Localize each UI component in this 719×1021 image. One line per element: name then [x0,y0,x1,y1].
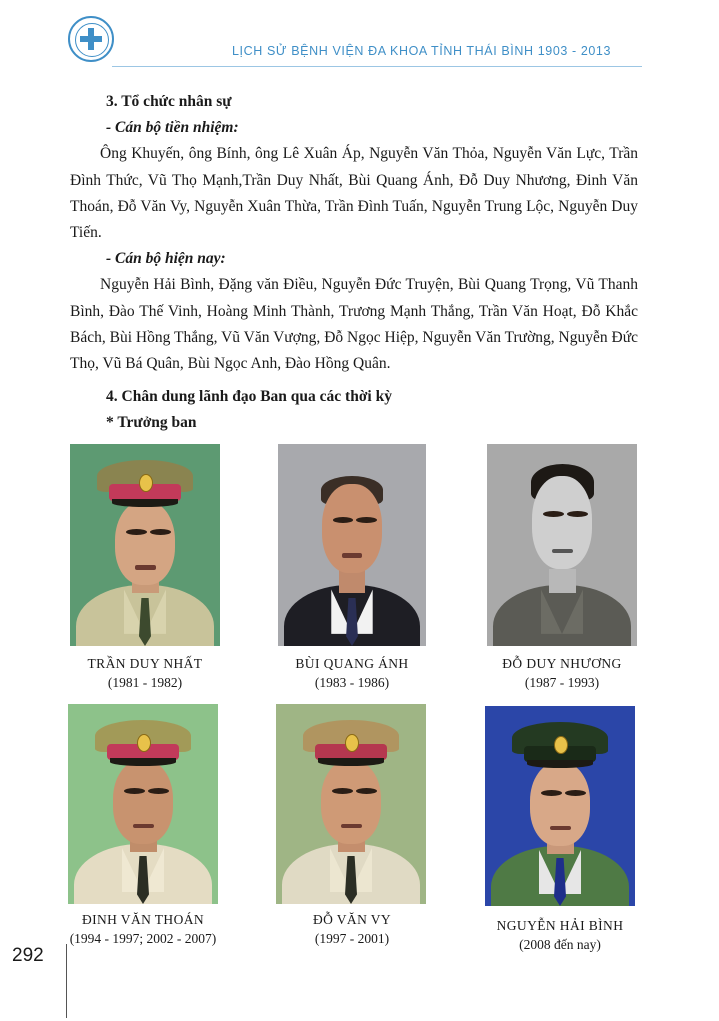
portrait-photo [487,444,637,646]
portrait-years: (1981 - 1982) [107,675,183,690]
portrait-photo [68,704,218,904]
portrait-caption [55,654,235,692]
portrait-caption [262,654,442,692]
portrait-years: (2008 đến nay) [519,937,601,952]
portrait-name: ĐỖ VĂN VY [312,912,392,927]
portrait-photo [485,706,635,906]
portrait-name: ĐINH VĂN THOÁN [81,912,205,927]
header-divider [112,66,642,67]
former-staff-list: Ông Khuyến, ông Bính, ông Lê Xuân Áp, Nguyễn Văn Thỏa, Nguyễn Văn Lực, Trần Đình Thức, Vũ Thọ Mạnh,Trần Duy Nhất, Bùi Quang Ánh, Đỗ Duy Nhương, Đinh Văn Thoán, Đỗ Văn Vy, Nguyễn Xuân Thừa, Trần Đình Tuấn, Nguyễn Trung Lộc, Nguyễn Duy Tiến. [70,145,638,242]
section-4 [70,384,638,436]
running-header: LỊCH SỬ BỆNH VIỆN ĐA KHOA TỈNH THÁI BÌNH 1903 - 2013 [232,44,612,58]
portrait-years: (1983 - 1986) [314,675,390,690]
current-staff-label: - Cán bộ hiện nay: [106,250,226,268]
section-4-heading: 4. Chân dung lãnh đạo Ban qua các thời kỳ [106,388,392,405]
page-number: 292 [12,945,44,966]
former-staff-label: - Cán bộ tiền nhiệm: [106,119,239,137]
hospital-logo [68,16,114,62]
section-3-heading: 3. Tổ chức nhân sự [106,93,232,110]
portrait-years: (1987 - 1993) [524,675,600,690]
portrait-name: BÙI QUANG ÁNH [295,656,409,671]
section-3 [70,89,638,377]
portrait-name: TRẦN DUY NHẤT [87,656,203,671]
footer-rule [66,944,67,1018]
portrait-photo [278,444,426,646]
portrait-name: NGUYỄN HẢI BÌNH [496,918,624,933]
portrait-caption [52,910,234,948]
portrait-photo [70,444,220,646]
section-4-subheading: * Trưởng ban [106,414,197,432]
portrait-caption [470,916,650,954]
portrait-years: (1994 - 1997; 2002 - 2007) [69,931,217,946]
portrait-years: (1997 - 2001) [314,931,390,946]
portrait-caption [472,654,652,692]
portrait-caption [262,910,442,948]
portrait-name: ĐỖ DUY NHƯƠNG [502,656,622,671]
current-staff-list: Nguyễn Hải Bình, Đặng văn Điều, Nguyễn Đức Truyện, Bùi Quang Trọng, Vũ Thanh Bình, Đào Thế Vinh, Hoàng Minh Thành, Trương Mạnh Thắng, Trần Văn Hoạt, Đỗ Khắc Bách, Bùi Hồng Thắng, Vũ Văn Vượng, Đỗ Ngọc Hiệp, Nguyễn Văn Trường, Nguyễn Đức Thọ, Vũ Bá Quân, Bùi Ngọc Anh, Đào Hồng Quân. [70,276,638,373]
portrait-photo [276,704,426,904]
